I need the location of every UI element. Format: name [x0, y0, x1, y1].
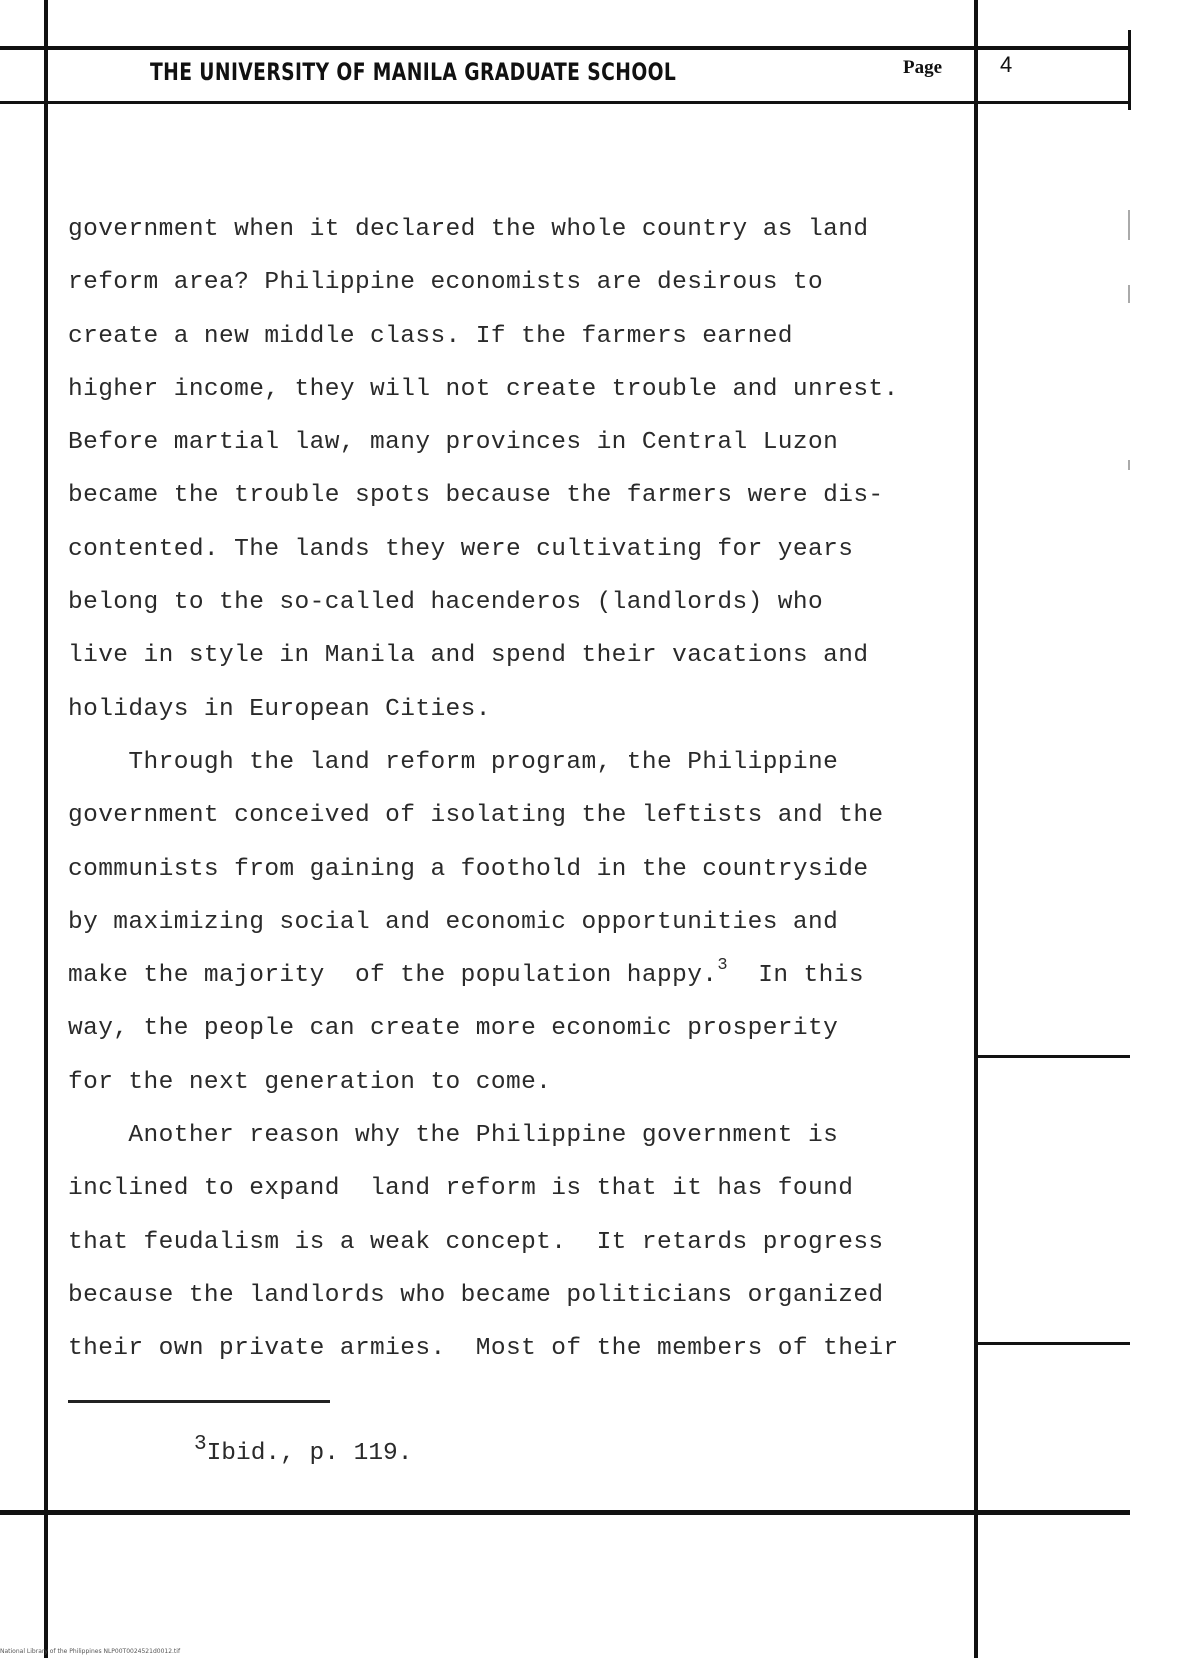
school-header-title: THE UNIVERSITY OF MANILA GRADUATE SCHOOL [150, 58, 677, 86]
text-line: live in style in Manila and spend their vacations and [68, 642, 869, 670]
right-column-rule-1 [976, 1055, 1130, 1058]
text-line: for the next generation to come. [68, 1068, 552, 1096]
text-line: because the landlords who became politicians organized [68, 1281, 884, 1309]
page-number: 4 [1000, 52, 1013, 77]
footnote [194, 1433, 413, 1467]
text-line: their own private armies. Most of the members of their [68, 1335, 899, 1363]
text-line: government when it declared the whole country as land [68, 216, 869, 243]
text-line: by maximizing social and economic opportunities and [68, 908, 839, 936]
bottom-rule [0, 1510, 1130, 1515]
right-column-rule-2 [976, 1342, 1130, 1345]
text-line: higher income, they will not create trouble and unrest. [68, 375, 899, 403]
right-edge-rule [1128, 30, 1131, 110]
text-line: create a new middle class. If the farmers earned [68, 322, 793, 350]
text-line: belong to the so-called hacenderos (landlords) who [68, 589, 824, 617]
footnote-text: Ibid., p. 119. [206, 1440, 413, 1467]
footnote-reference-marker: 3 [717, 956, 729, 976]
scan-source-tag: National Library of the Philippines NLP00T0024521d0012.tif [0, 1648, 181, 1655]
header-top-rule [0, 46, 1130, 50]
text-line-continuation: In this [728, 962, 864, 990]
text-line: Through the land reform program, the Philippine [68, 748, 839, 776]
text-line: way, the people can create more economic prosperity [68, 1015, 839, 1043]
scan-mark [1128, 210, 1130, 240]
footnote-marker: 3 [194, 1433, 207, 1456]
text-line: Another reason why the Philippine government is [68, 1122, 839, 1150]
left-margin-rule [44, 0, 48, 1658]
text-line: government conceived of isolating the leftists and the [68, 802, 884, 830]
text-line: reform area? Philippine economists are desirous to [68, 269, 824, 297]
body-text [68, 203, 978, 1376]
text-line: contented. The lands they were cultivating for years [68, 535, 854, 563]
header-bottom-rule [0, 101, 1130, 104]
text-line: inclined to expand land reform is that it has found [68, 1175, 854, 1203]
text-line-with-footnote [68, 949, 978, 1002]
scan-mark [1128, 285, 1130, 303]
text-line: holidays in European Cities. [68, 695, 491, 723]
text-line: Before martial law, many provinces in Central Luzon [68, 429, 839, 457]
text-line: became the trouble spots because the farmers were dis- [68, 482, 884, 510]
page-label: Page [903, 57, 943, 78]
footnote-separator [68, 1400, 330, 1403]
text-line: that feudalism is a weak concept. It retards progress [68, 1228, 884, 1256]
scan-mark [1128, 460, 1130, 470]
text-line: communists from gaining a foothold in the countryside [68, 855, 869, 883]
text-line-main: make the majority of the population happy. [68, 962, 718, 990]
